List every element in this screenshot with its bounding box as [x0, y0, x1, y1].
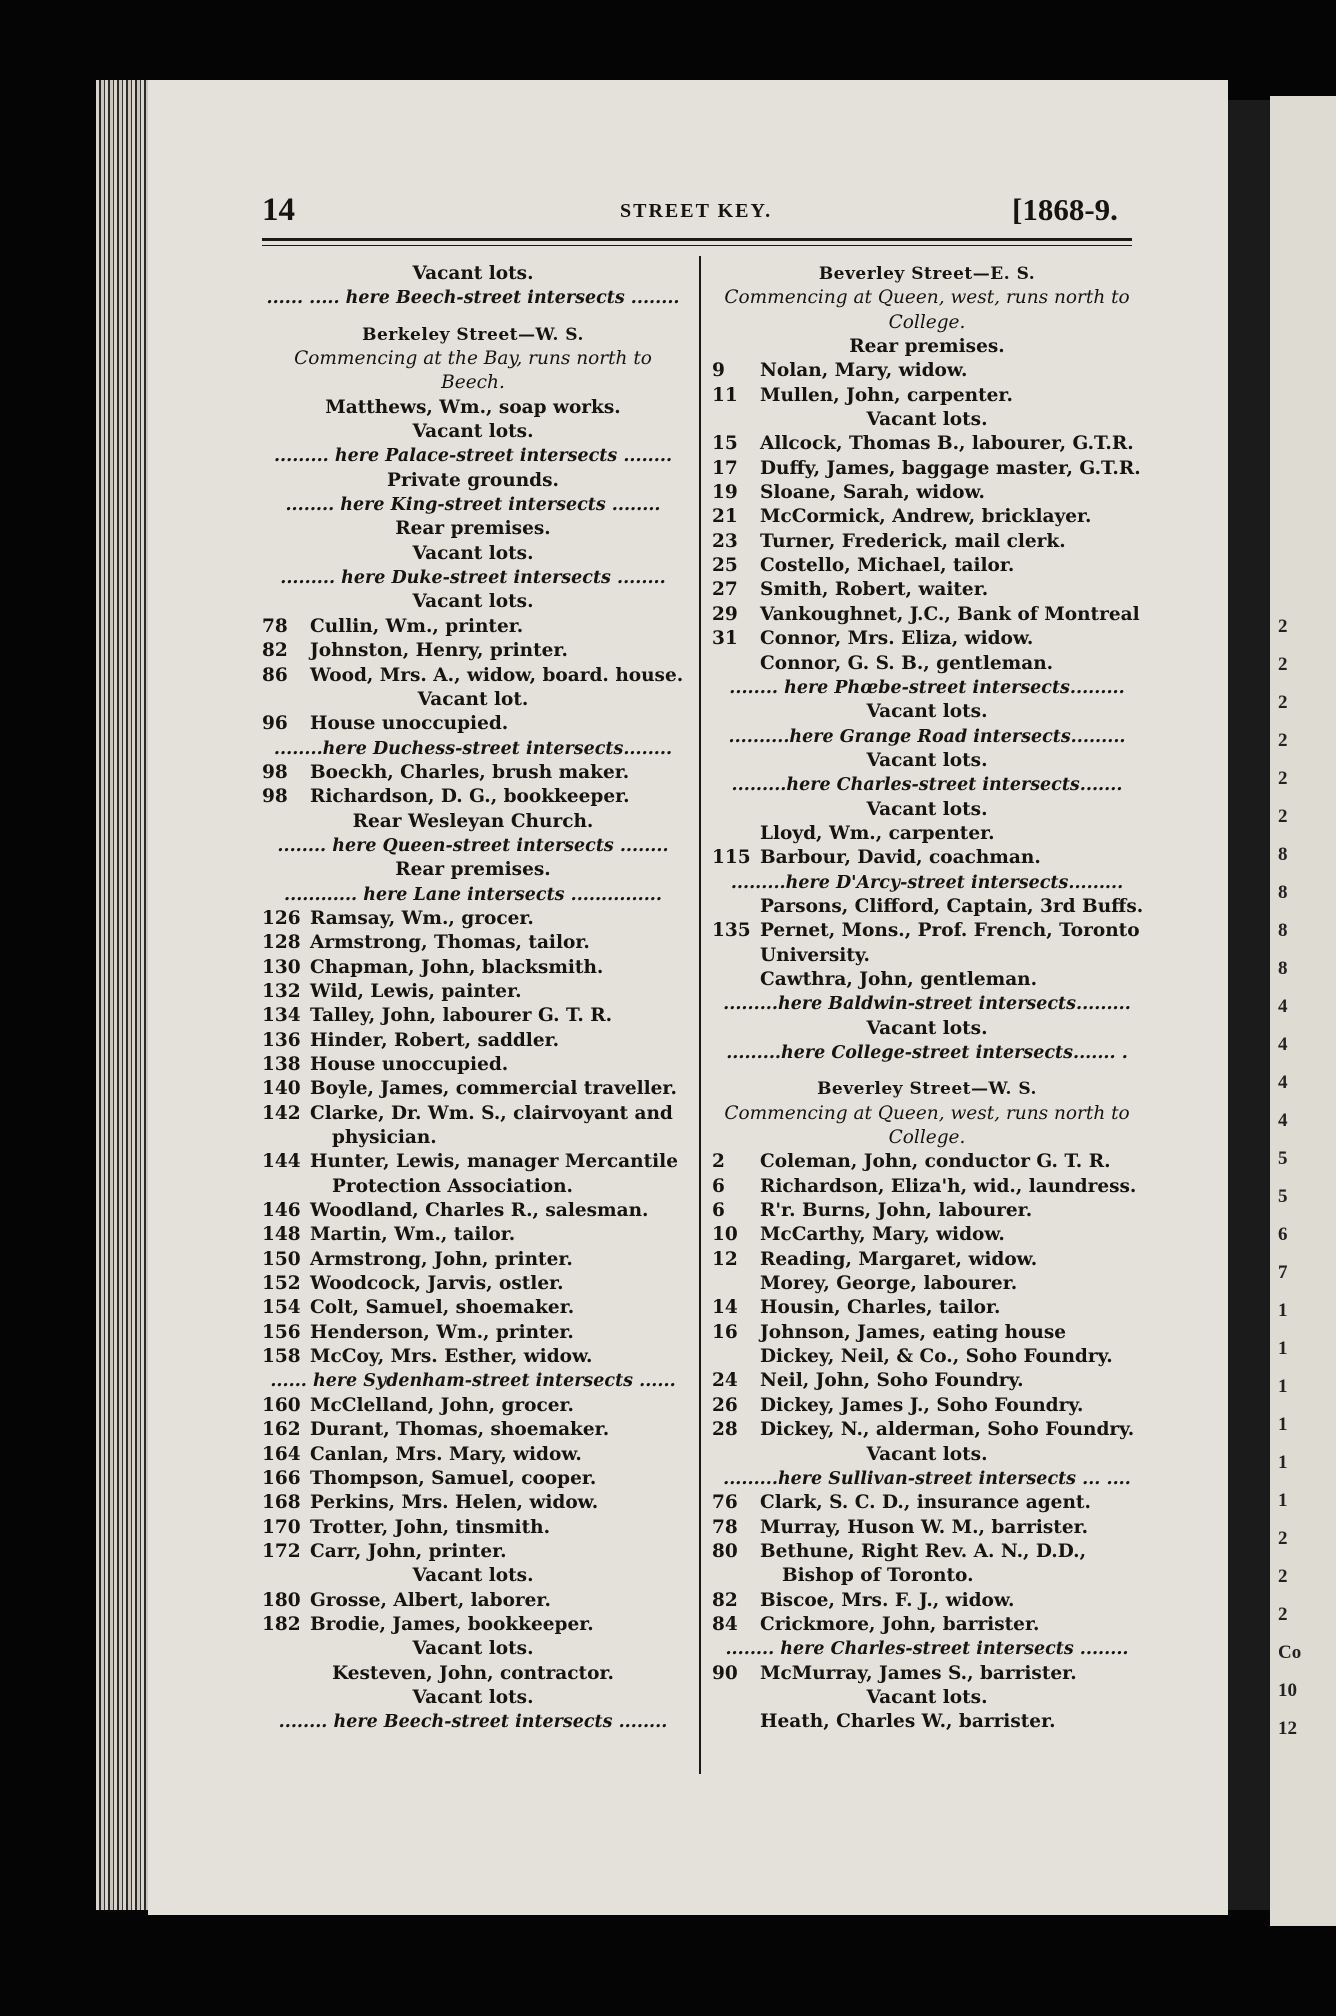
directory-entry [262, 1248, 684, 1272]
directory-entry [262, 1540, 684, 1564]
centered-note: Vacant lots. [866, 1686, 988, 1708]
entry-text: Pernet, Mons., Prof. French, Toronto [760, 920, 1140, 942]
directory-entry [712, 1613, 1142, 1637]
intersection-line: ..........here Grange Road intersects......... [728, 726, 1126, 747]
entry-text: Woodcock, Jarvis, ostler. [310, 1273, 564, 1295]
house-number: 160 [262, 1394, 301, 1416]
entry-text: Hunter, Lewis, manager Mercantile [310, 1151, 678, 1173]
facing-page-fragment: 2 [1278, 654, 1288, 675]
entry-text: Cawthra, John, gentleman. [760, 968, 1038, 990]
facing-page-fragment: 1 [1278, 1490, 1288, 1511]
house-number: 25 [712, 555, 738, 577]
intersection-line: .........here Baldwin-street intersects......... [723, 994, 1131, 1015]
facing-page-fragment: 4 [1278, 1034, 1288, 1055]
directory-entry [712, 1369, 1142, 1393]
directory-entry [712, 1516, 1142, 1540]
entry-text: Murray, Huson W. M., barrister. [760, 1516, 1089, 1538]
entry-text: Lloyd, Wm., carpenter. [760, 822, 995, 844]
entry-text: University. [760, 944, 870, 966]
centered-note: Vacant lots. [412, 263, 534, 284]
house-number: 135 [712, 920, 751, 942]
directory-entry [712, 1589, 1142, 1613]
entry-text: Johnston, Henry, printer. [310, 640, 568, 662]
centered-note: Rear premises. [849, 336, 1005, 358]
facing-page-fragment: 5 [1278, 1148, 1288, 1169]
entry-text: House unoccupied. [310, 713, 509, 735]
house-number: 82 [262, 640, 288, 662]
centered-note: Vacant lots. [866, 1017, 988, 1039]
house-number: 152 [262, 1273, 301, 1295]
street-description: Beech. [441, 372, 505, 394]
entry-text: Smith, Robert, waiter. [760, 579, 989, 601]
centered-note: Vacant lots. [412, 542, 534, 564]
intersection-line: ........ here King-street intersects ........ [285, 495, 661, 516]
facing-page-fragment: 8 [1278, 958, 1288, 979]
directory-entry [262, 1102, 684, 1126]
directory-entry [262, 980, 684, 1004]
directory-entry [712, 1345, 1142, 1369]
directory-entry [262, 907, 684, 931]
directory-entry [262, 712, 684, 736]
directory-entry [712, 968, 1142, 992]
facing-page-fragment: 1 [1278, 1376, 1288, 1397]
intersection-line: ........ here Charles-street intersects ........ [725, 1639, 1129, 1660]
directory-entry [712, 457, 1142, 481]
entry-text: Neil, John, Soho Foundry. [760, 1370, 1024, 1392]
directory-entry [262, 1467, 684, 1491]
running-year: [1868-9. [1012, 192, 1118, 227]
house-number: 164 [262, 1443, 301, 1465]
house-number: 86 [262, 664, 288, 686]
house-number: 130 [262, 956, 301, 978]
directory-entry [712, 554, 1142, 578]
centered-note: Kesteven, John, contractor. [332, 1662, 614, 1684]
facing-page-fragment: 12 [1278, 1718, 1297, 1739]
directory-entry [262, 1345, 684, 1369]
intersection-line: ...... here Sydenham-street intersects ...... [270, 1371, 676, 1392]
entry-text: Perkins, Mrs. Helen, widow. [310, 1492, 599, 1514]
entry-text: McMurray, James S., barrister. [760, 1662, 1077, 1684]
entry-text: Coleman, John, conductor G. T. R. [760, 1151, 1111, 1173]
house-number: 31 [712, 628, 738, 650]
centered-note: Vacant lots. [412, 1565, 534, 1587]
directory-entry [712, 1223, 1142, 1247]
house-number: 98 [262, 786, 288, 808]
directory-entry [712, 1296, 1142, 1320]
house-number: 23 [712, 530, 738, 552]
house-number: 126 [262, 907, 301, 929]
house-number: 84 [712, 1613, 738, 1635]
entry-text: Brodie, James, bookkeeper. [310, 1613, 594, 1635]
entry-text: R'r. Burns, John, labourer. [760, 1200, 1033, 1222]
entry-text: Wood, Mrs. A., widow, board. house. [310, 664, 684, 686]
facing-page-fragment: 4 [1278, 1072, 1288, 1093]
facing-page-fragment: 1 [1278, 1452, 1288, 1473]
entry-text: Richardson, Eliza'h, wid., laundress. [760, 1175, 1137, 1197]
directory-entry [262, 1418, 684, 1442]
directory-entry [262, 761, 684, 785]
house-number: 19 [712, 482, 738, 504]
directory-entry [712, 1248, 1142, 1272]
street-description: College. [888, 311, 966, 333]
house-number: 170 [262, 1516, 301, 1538]
entry-text: Housin, Charles, tailor. [760, 1297, 1001, 1319]
column-divider [699, 256, 701, 1774]
entry-text: McCarthy, Mary, widow. [760, 1224, 1005, 1246]
house-number: 182 [262, 1613, 301, 1635]
entry-text: Cullin, Wm., printer. [310, 615, 524, 637]
directory-entry [262, 1004, 684, 1028]
intersection-line: ........ here Beech-street intersects ........ [278, 1712, 668, 1733]
house-number: 78 [262, 615, 288, 637]
intersection-line: .........here College-street intersects....... . [726, 1043, 1128, 1063]
facing-page-fragment: 8 [1278, 844, 1288, 865]
house-number: 172 [262, 1540, 301, 1562]
entry-text: Crickmore, John, barrister. [760, 1613, 1040, 1635]
entry-text: Heath, Charles W., barrister. [760, 1711, 1056, 1733]
house-number: 9 [712, 360, 725, 382]
entry-text: Ramsay, Wm., grocer. [310, 907, 534, 929]
centered-note: Vacant lots. [412, 591, 534, 613]
entry-text: Talley, John, labourer G. T. R. [310, 1005, 613, 1027]
directory-entry [262, 1491, 684, 1515]
house-number: 17 [712, 457, 738, 479]
centered-note: Vacant lots. [866, 749, 988, 771]
facing-page-fragment: Co [1278, 1642, 1302, 1663]
house-number: 162 [262, 1419, 301, 1441]
entry-text: Clark, S. C. D., insurance agent. [760, 1492, 1091, 1514]
entry-text: Armstrong, Thomas, tailor. [310, 932, 590, 954]
directory-entry [712, 505, 1142, 529]
directory-entry [712, 1272, 1142, 1296]
directory-entry [712, 578, 1142, 602]
street-description: Commencing at Queen, west, runs north to [724, 287, 1130, 309]
entry-text: Parsons, Clifford, Captain, 3rd Buffs. [760, 895, 1144, 917]
entry-text: Johnson, James, eating house [760, 1321, 1067, 1343]
centered-note: Vacant lots. [866, 409, 988, 431]
intersection-line: ........ here Queen-street intersects ........ [277, 835, 669, 856]
street-heading: Beverley Street—E. S. [818, 264, 1036, 284]
entry-text: Vankoughnet, J.C., Bank of Montreal [760, 603, 1140, 625]
section-gap [712, 1065, 1142, 1077]
facing-page-fragment: 5 [1278, 1186, 1288, 1207]
directory-entry [712, 1710, 1142, 1734]
directory-entry [262, 1199, 684, 1223]
directory-entry [262, 1516, 684, 1540]
directory-entry [262, 1029, 684, 1053]
entry-text: Bishop of Toronto. [782, 1565, 974, 1587]
house-number: 80 [712, 1540, 738, 1562]
directory-entry [712, 603, 1142, 627]
directory-entry [262, 931, 684, 955]
entry-text: Biscoe, Mrs. F. J., widow. [760, 1589, 1015, 1611]
house-number: 90 [712, 1662, 738, 1684]
directory-entry [712, 846, 1142, 870]
entry-text: Trotter, John, tinsmith. [310, 1516, 551, 1538]
entry-text: McClelland, John, grocer. [310, 1394, 574, 1416]
facing-page-fragment: 2 [1278, 1566, 1288, 1587]
centered-note: Vacant lot. [417, 688, 529, 710]
centered-note: Rear Wesleyan Church. [352, 810, 594, 832]
directory-entry [712, 1321, 1142, 1345]
facing-page-fragment: 8 [1278, 882, 1288, 903]
directory-entry [712, 1150, 1142, 1174]
page-edges [96, 80, 148, 1910]
house-number: 166 [262, 1467, 301, 1489]
running-title: STREET KEY. [620, 200, 773, 222]
directory-entry [712, 1418, 1142, 1442]
right-column [712, 262, 1142, 1735]
directory-entry [262, 1126, 684, 1150]
directory-entry [262, 1175, 684, 1199]
directory-entry [712, 432, 1142, 456]
directory-entry [712, 652, 1142, 676]
directory-entry [262, 1394, 684, 1418]
house-number: 115 [712, 847, 751, 869]
house-number: 158 [262, 1346, 301, 1368]
entry-text: Henderson, Wm., printer. [310, 1321, 574, 1343]
house-number: 14 [712, 1297, 738, 1319]
directory-entry [712, 1394, 1142, 1418]
entry-text: Turner, Frederick, mail clerk. [760, 530, 1066, 552]
house-number: 10 [712, 1224, 738, 1246]
house-number: 156 [262, 1321, 301, 1343]
directory-entry [712, 1662, 1142, 1686]
facing-page-edge [1270, 96, 1336, 1926]
street-description: Commencing at Queen, west, runs north to [724, 1102, 1130, 1124]
facing-page-fragment: 1 [1278, 1300, 1288, 1321]
directory-entry [262, 1443, 684, 1467]
centered-note: Vacant lots. [866, 798, 988, 820]
entry-text: Barbour, David, coachman. [760, 847, 1041, 869]
house-number: 138 [262, 1054, 301, 1075]
facing-page-fragment: 1 [1278, 1414, 1288, 1435]
entry-text: Canlan, Mrs. Mary, widow. [310, 1443, 582, 1465]
directory-entry [262, 1223, 684, 1247]
entry-text: Woodland, Charles R., salesman. [310, 1200, 649, 1222]
entry-text: Morey, George, labourer. [760, 1273, 1018, 1295]
entry-text: Richardson, D. G., bookkeeper. [310, 786, 630, 808]
facing-page-fragment: 2 [1278, 1604, 1288, 1625]
entry-text: McCoy, Mrs. Esther, widow. [310, 1346, 593, 1368]
directory-entry [262, 785, 684, 809]
entry-text: Costello, Michael, tailor. [760, 555, 1015, 577]
house-number: 28 [712, 1419, 738, 1441]
centered-note: Vacant lots. [866, 701, 988, 723]
centered-note: Vacant lots. [412, 421, 534, 443]
directory-entry [712, 1199, 1142, 1223]
directory-entry [712, 1175, 1142, 1199]
house-number: 27 [712, 579, 738, 601]
intersection-line: .........here Sullivan-street intersects ... .... [723, 1468, 1131, 1489]
facing-page-fragment: 7 [1278, 1262, 1288, 1283]
centered-note: Vacant lots. [412, 1638, 534, 1660]
facing-page-fragment: 2 [1278, 692, 1288, 713]
facing-page-fragment: 6 [1278, 1224, 1288, 1245]
entry-text: Thompson, Samuel, cooper. [310, 1467, 597, 1489]
house-number: 144 [262, 1151, 301, 1173]
facing-page-fragment: 8 [1278, 920, 1288, 941]
directory-entry [712, 530, 1142, 554]
house-number: 180 [262, 1589, 301, 1611]
house-number: 168 [262, 1492, 301, 1514]
entry-text: Protection Association. [332, 1175, 573, 1197]
entry-text: Reading, Margaret, widow. [760, 1248, 1038, 1270]
entry-text: Boeckh, Charles, brush maker. [310, 761, 630, 783]
directory-entry [712, 1564, 1142, 1588]
centered-note: Vacant lots. [412, 1686, 534, 1708]
directory-entry [712, 919, 1142, 943]
house-number: 140 [262, 1078, 301, 1100]
house-number: 146 [262, 1200, 301, 1222]
house-number: 29 [712, 603, 738, 625]
house-number: 98 [262, 761, 288, 783]
directory-entry [712, 822, 1142, 846]
entry-text: Chapman, John, blacksmith. [310, 956, 604, 978]
entry-text: Bethune, Right Rev. A. N., D.D., [760, 1540, 1087, 1562]
directory-entry [262, 1613, 684, 1637]
house-number: 76 [712, 1492, 738, 1514]
entry-text: Martin, Wm., tailor. [310, 1224, 516, 1246]
entry-text: Dickey, James J., Soho Foundry. [760, 1394, 1084, 1416]
entry-text: Connor, G. S. B., gentleman. [760, 652, 1054, 674]
house-number: 142 [262, 1102, 301, 1124]
entry-text: physician. [332, 1127, 437, 1149]
intersection-line: .........here D'Arcy-street intersects......... [730, 872, 1124, 893]
gutter-shadow [1228, 100, 1270, 1910]
facing-page-fragment: 2 [1278, 730, 1288, 751]
house-number: 6 [712, 1175, 725, 1197]
intersection-line: ........ here Phœbe-street intersects......... [729, 677, 1125, 698]
house-number: 78 [712, 1516, 738, 1538]
house-number: 148 [262, 1224, 301, 1246]
house-number: 21 [712, 506, 738, 528]
directory-entry [262, 1150, 684, 1174]
street-description: College. [888, 1127, 966, 1149]
centered-note: Rear premises. [395, 859, 551, 881]
directory-entry [262, 1296, 684, 1320]
house-number: 2 [712, 1151, 725, 1173]
centered-note: Matthews, Wm., soap works. [325, 396, 621, 418]
entry-text: Carr, John, printer. [310, 1540, 507, 1562]
facing-page-fragment: 2 [1278, 806, 1288, 827]
directory-entry [712, 895, 1142, 919]
facing-page-fragment: 2 [1278, 768, 1288, 789]
house-number: 12 [712, 1248, 738, 1270]
facing-page-fragment: 4 [1278, 996, 1288, 1017]
entry-text: Colt, Samuel, shoemaker. [310, 1297, 575, 1319]
entry-text: Duffy, James, baggage master, G.T.R. [760, 457, 1141, 479]
house-number: 11 [712, 384, 738, 406]
directory-entry [262, 1053, 684, 1077]
entry-text: Dickey, Neil, & Co., Soho Foundry. [760, 1346, 1113, 1368]
directory-entry [262, 615, 684, 639]
directory-entry [262, 639, 684, 663]
section-gap [262, 311, 684, 323]
entry-text: Wild, Lewis, painter. [310, 980, 522, 1002]
directory-entry [262, 1321, 684, 1345]
house-number: 16 [712, 1321, 738, 1343]
entry-text: Mullen, John, carpenter. [760, 384, 1013, 406]
directory-entry [712, 1491, 1142, 1515]
street-description: Commencing at the Bay, runs north to [294, 348, 652, 370]
directory-entry [262, 956, 684, 980]
house-number: 24 [712, 1370, 738, 1392]
house-number: 134 [262, 1005, 301, 1027]
entry-text: Armstrong, John, printer. [310, 1248, 573, 1270]
intersection-line: ......... here Duke-street intersects ........ [280, 568, 666, 589]
facing-page-fragment: 2 [1278, 1528, 1288, 1549]
entry-text: Grosse, Albert, laborer. [310, 1589, 551, 1611]
house-number: 150 [262, 1248, 301, 1270]
directory-entry [712, 384, 1142, 408]
house-number: 154 [262, 1297, 301, 1319]
entry-text: Sloane, Sarah, widow. [760, 482, 985, 504]
facing-page-fragment: 4 [1278, 1110, 1288, 1131]
page-number: 14 [262, 192, 295, 228]
house-number: 82 [712, 1589, 738, 1611]
intersection-line: ........here Duchess-street intersects........ [273, 738, 673, 759]
entry-text: Clarke, Dr. Wm. S., clairvoyant and [310, 1102, 673, 1124]
facing-page-fragment: 1 [1278, 1338, 1288, 1359]
street-heading: Beverley Street—W. S. [817, 1079, 1037, 1100]
house-number: 128 [262, 932, 301, 954]
intersection-line: ............ here Lane intersects ............... [284, 884, 662, 905]
entry-text: McCormick, Andrew, bricklayer. [760, 506, 1092, 528]
house-number: 26 [712, 1394, 738, 1416]
directory-entry [712, 944, 1142, 968]
centered-note: Vacant lots. [866, 1443, 988, 1465]
header-rule-thin [262, 245, 1132, 246]
intersection-line: .........here Charles-street intersects....... [731, 775, 1123, 796]
entry-text: Allcock, Thomas B., labourer, G.T.R. [760, 433, 1134, 455]
intersection-line: ......... here Palace-street intersects ........ [273, 446, 673, 467]
left-column [262, 262, 684, 1735]
street-heading: Berkeley Street—W. S. [362, 324, 584, 345]
directory-entry [712, 1540, 1142, 1564]
entry-text: Hinder, Robert, saddler. [310, 1029, 560, 1051]
entry-text: Durant, Thomas, shoemaker. [310, 1419, 610, 1441]
house-number: 132 [262, 980, 301, 1002]
directory-entry [262, 1272, 684, 1296]
entry-text: House unoccupied. [310, 1054, 509, 1075]
entry-text: Nolan, Mary, widow. [760, 360, 968, 382]
directory-entry [712, 359, 1142, 383]
directory-entry [262, 1077, 684, 1101]
header-rule-thick [262, 238, 1132, 241]
directory-entry [712, 481, 1142, 505]
house-number: 6 [712, 1200, 725, 1222]
entry-text: Connor, Mrs. Eliza, widow. [760, 628, 1034, 650]
house-number: 15 [712, 433, 738, 455]
directory-entry [712, 627, 1142, 651]
house-number: 136 [262, 1029, 301, 1051]
entry-text: Boyle, James, commercial traveller. [310, 1078, 677, 1100]
house-number: 96 [262, 713, 288, 735]
entry-text: Dickey, N., alderman, Soho Foundry. [760, 1419, 1135, 1441]
directory-entry [262, 664, 684, 688]
facing-page-fragment: 10 [1278, 1680, 1297, 1701]
intersection-line: ...... ..... here Beech-street intersects ........ [266, 288, 680, 309]
facing-page-fragment: 2 [1278, 616, 1288, 637]
centered-note: Rear premises. [395, 518, 551, 540]
centered-note: Private grounds. [387, 469, 559, 491]
directory-entry [262, 1589, 684, 1613]
